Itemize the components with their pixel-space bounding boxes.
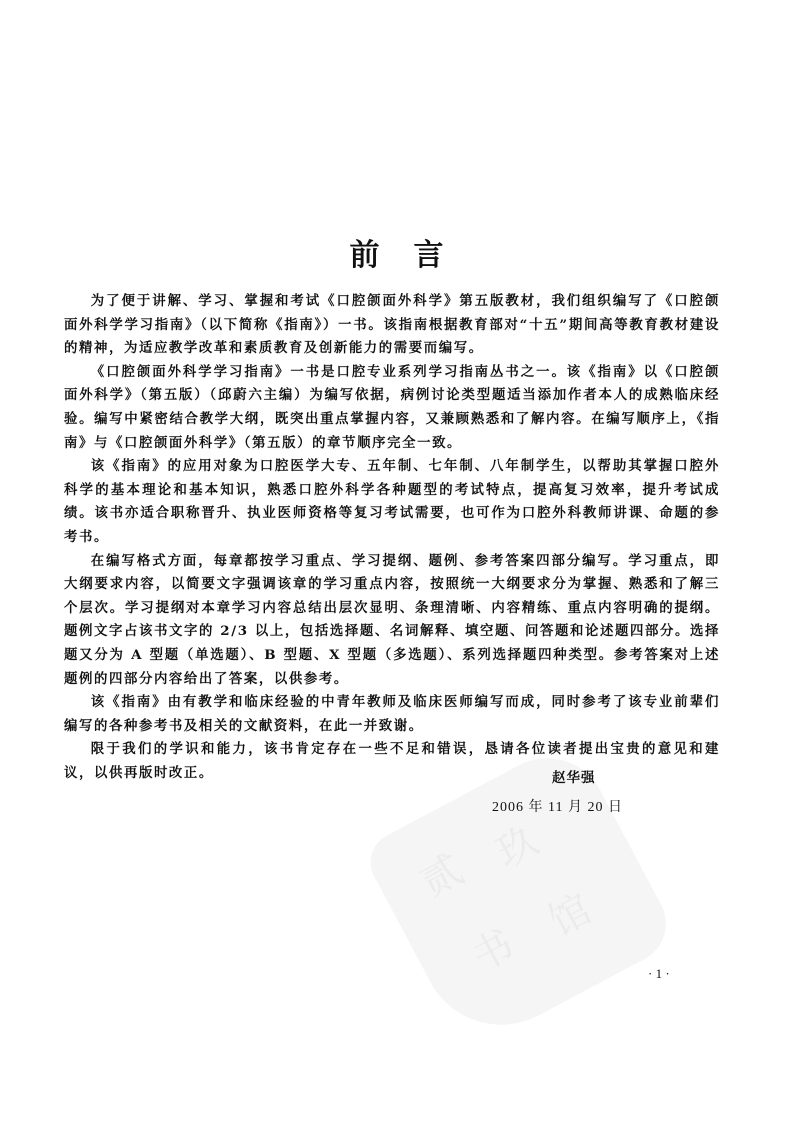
- watermark-char: 书: [464, 921, 522, 981]
- paragraph: 在编写格式方面，每章都按学习重点、学习提纲、题例、参考答案四部分编写。学习重点，即大纲要求内容，以简要文字强调该章的学习重点内容，按照统一大纲要求分为掌握、熟悉和了解三个层次。学习提纲对本章学习内容总结出层次显明、条理清晰、内容精练、重点内容明确的提纲。题例文字占该书文字的 2/3 以上，包括选择题、名词解释、填空题、问答题和论述题四部分。选择题又分为 A 型题（单选题）、B 型题、X 型题（多选题）、系列选择题四种类型。参考答案对上述题例的四部分内容给出了答案，以供参考。: [64, 552, 720, 687]
- author-name: 赵华强: [552, 770, 596, 786]
- paragraph: 限于我们的学识和能力，该书肯定存在一些不足和错误，恳请各位读者提出宝贵的意见和建议，以供再版时改正。: [64, 741, 720, 781]
- preface-body: [64, 290, 720, 785]
- paragraph: 《口腔颌面外科学学习指南》一书是口腔专业系列学习指南丛书之一。该《指南》以《口腔颌面外科学》（第五版）（邱蔚六主编）为编写依据，病例讨论类型题适当添加作者本人的成熟临床经验。编写中紧密结合教学大纲，既突出重点掌握内容，又兼顾熟悉和了解内容。在编写顺序上，《指南》与《口腔颌面外科学》（第五版）的章节顺序完全一致。: [64, 363, 720, 451]
- page-number: · 1 ·: [648, 966, 670, 981]
- page-title: 前言: [349, 238, 478, 273]
- paragraph: 该《指南》由有教学和临床经验的中青年教师及临床医师编写而成，同时参考了该专业前辈们编写的各种参考书及相关的文献资料，在此一并致谢。: [64, 694, 720, 734]
- paragraph: 为了便于讲解、学习、掌握和考试《口腔颌面外科学》第五版教材，我们组织编写了《口腔颌面外科学学习指南》（以下简称《指南》）一书。该指南根据教育部对“十五”期间高等教育教材建设的精神，为适应教学改革和素质教育及创新能力的需要而编写。: [64, 293, 720, 357]
- signature-block: [492, 766, 680, 816]
- watermark-char: 玖: [489, 817, 546, 878]
- watermark-char: 贰: [413, 846, 471, 907]
- paragraph: 该《指南》的应用对象为口腔医学大专、五年制、七年制、八年制学生，以帮助其掌握口腔外科学的基本理论和基本知识，熟悉口腔外科学各种题型的考试特点，提高复习效率，提升考试成绩。该书亦适合职称晋升、执业医师资格等复习考试需要，也可作为口腔外科教师讲课、命题的参考书。: [64, 458, 720, 545]
- watermark-char: 馆: [542, 885, 600, 946]
- signature-date: 2006 年 11 月 20 日: [492, 800, 623, 815]
